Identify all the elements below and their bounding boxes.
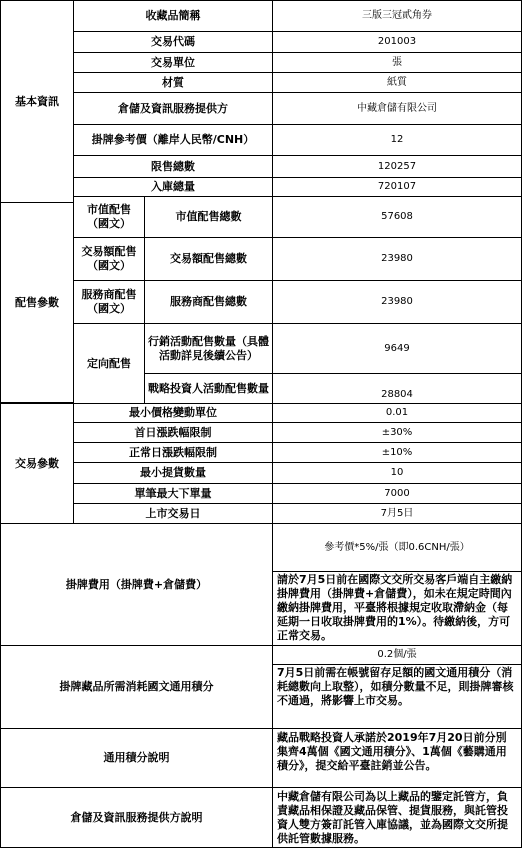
value-restricted-total: 120257 bbox=[272, 155, 522, 178]
label-listing-date: 上市交易日 bbox=[73, 503, 273, 524]
value-min-delivery: 10 bbox=[272, 462, 522, 484]
value-reference-price: 12 bbox=[272, 124, 522, 156]
group-trade-amount: 交易額配售（國文） bbox=[73, 237, 145, 281]
note-listing-fee: 請於7月5日前在國際文交所交易客戶端自主繳納掛牌費用（掛牌費+倉儲費），如未在規定時間內繳納掛牌費用，平臺將根據規定收取滯納金（每延期一日收取掛牌費用的1%）。待繳納後，方可正常交易。 bbox=[272, 571, 522, 646]
label-max-order: 單筆最大下單量 bbox=[73, 483, 273, 504]
group-market-value: 市值配售（國文） bbox=[73, 196, 145, 238]
label-points-required: 掛牌藏品所需消耗國文通用積分 bbox=[0, 645, 273, 729]
label-storage-total: 入庫總量 bbox=[73, 177, 273, 197]
value-strategic-quantity: 28804 bbox=[272, 373, 522, 404]
note-points-description: 藏品戰略投資人承諾於2019年7月20日前分別集齊4萬個《國文通用積分》、1萬個《藝購通用積分》，提交給平臺註銷並公告。 bbox=[272, 728, 522, 788]
section-allotment: 配售參數 bbox=[0, 202, 74, 403]
value-collection-name: 三版三冠貳角券 bbox=[272, 0, 522, 32]
label-campaign-quantity: 行銷活動配售數量（具體活動詳見後續公告） bbox=[144, 323, 273, 374]
label-reference-price: 掛牌參考價（離岸人民幣/CNH） bbox=[73, 124, 273, 156]
label-restricted-total: 限售總數 bbox=[73, 155, 273, 178]
label-first-day-limit: 首日漲跌幅限制 bbox=[73, 422, 273, 443]
section-basic-info: 基本資訊 bbox=[0, 0, 74, 203]
label-service-provider-total: 服務商配售總數 bbox=[144, 280, 273, 324]
label-material: 材質 bbox=[73, 72, 273, 93]
label-collection-name: 收藏品簡稱 bbox=[73, 0, 273, 32]
label-normal-day-limit: 正常日漲跌幅限制 bbox=[73, 442, 273, 463]
value-service-provider: 中藏倉儲有限公司 bbox=[272, 92, 522, 125]
value-min-tick: 0.01 bbox=[272, 403, 522, 423]
value-trade-unit: 張 bbox=[272, 52, 522, 73]
label-min-delivery: 最小提貨數量 bbox=[73, 462, 273, 484]
value-normal-day-limit: ±10% bbox=[272, 442, 522, 463]
value-first-day-limit: ±30% bbox=[272, 422, 522, 443]
label-service-provider: 倉儲及資訊服務提供方 bbox=[73, 92, 273, 125]
value-market-value-total: 57608 bbox=[272, 196, 522, 238]
value-trade-amount-total: 23980 bbox=[272, 237, 522, 281]
label-listing-fee: 掛牌費用（掛牌費+倉儲費） bbox=[0, 523, 273, 646]
value-points-formula: 0.2個/張 bbox=[272, 645, 522, 665]
label-trade-code: 交易代碼 bbox=[73, 31, 273, 53]
value-max-order: 7000 bbox=[272, 483, 522, 504]
section-trading: 交易參數 bbox=[0, 403, 74, 524]
label-trade-amount-total: 交易額配售總數 bbox=[144, 237, 273, 281]
value-service-provider-total: 23980 bbox=[272, 280, 522, 324]
value-storage-total: 720107 bbox=[272, 177, 522, 197]
value-listing-fee-formula: 參考價*5%/張（即0.6CNH/張） bbox=[272, 523, 522, 572]
note-points-required: 7月5日前需在帳號留存足額的國文通用積分（消耗總數向上取整），如積分數量不足，則掛牌審核不通過，將影響上市交易。 bbox=[272, 664, 522, 729]
group-service-provider: 服務商配售（國文） bbox=[73, 280, 145, 324]
label-points-description: 通用積分說明 bbox=[0, 728, 273, 788]
label-market-value-total: 市值配售總數 bbox=[144, 196, 273, 238]
group-directed: 定向配售 bbox=[73, 323, 145, 404]
label-strategic-quantity: 戰略投資人活動配售數量 bbox=[144, 373, 273, 404]
value-campaign-quantity: 9649 bbox=[272, 323, 522, 374]
note-provider-description: 中藏倉儲有限公司為以上藏品的鑒定託管方，負責藏品相保證及藏品保管、提貨服務，與託管投資人雙方簽訂託管入庫協議，並為國際文交所提供託管數據服務。 bbox=[272, 787, 522, 848]
value-listing-date: 7月5日 bbox=[272, 503, 522, 524]
value-material: 紙質 bbox=[272, 72, 522, 93]
label-trade-unit: 交易單位 bbox=[73, 52, 273, 73]
value-trade-code: 201003 bbox=[272, 31, 522, 53]
label-min-tick: 最小價格變動單位 bbox=[73, 403, 273, 423]
label-provider-description: 倉儲及資訊服務提供方說明 bbox=[0, 787, 273, 848]
